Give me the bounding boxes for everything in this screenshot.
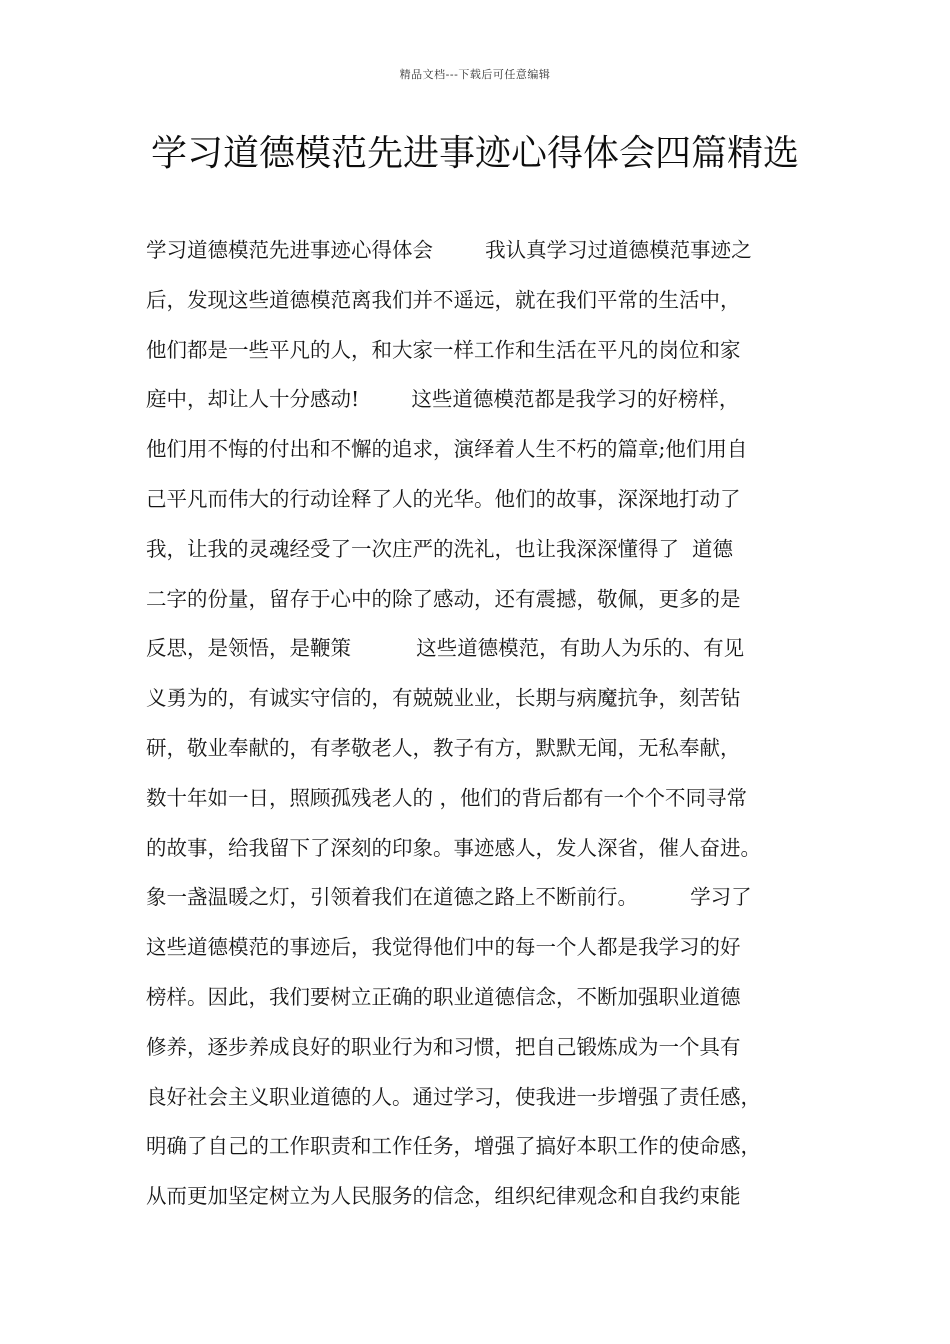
body-line: 反思，是领悟，是鞭策 这些道德模范，有助人为乐的、有见 bbox=[146, 636, 745, 661]
body-line: 良好社会主义职业道德的人。通过学习，使我进一步增强了责任感， bbox=[146, 1084, 761, 1109]
body-line: 这些道德模范的事迹后，我觉得他们中的每一个人都是我学习的好 bbox=[146, 935, 741, 960]
body-line: 他们用不悔的付出和不懈的追求，演绎着人生不朽的篇章;他们用自 bbox=[146, 437, 748, 462]
body-line: 庭中，却让人十分感动! 这些道德模范都是我学习的好榜样， bbox=[146, 387, 740, 412]
body-line: 修养，逐步养成良好的职业行为和习惯，把自己锻炼成为一个具有 bbox=[146, 1034, 741, 1059]
body-line: 从而更加坚定树立为人民服务的信念，组织纪律观念和自我约束能 bbox=[146, 1184, 741, 1209]
body-line: 己平凡而伟大的行动诠释了人的光华。他们的故事，深深地打动了 bbox=[146, 486, 741, 511]
body-line: 学习道德模范先进事迹心得体会 我认真学习过道德模范事迹之 bbox=[146, 238, 752, 262]
body-line: 榜样。因此，我们要树立正确的职业道德信念，不断加强职业道德 bbox=[146, 984, 741, 1009]
document-title: 学习道德模范先进事迹心得体会四篇精选 bbox=[150, 133, 799, 174]
body-line: 研，敬业奉献的，有孝敬老人，教子有方，默默无闻，无私奉献， bbox=[146, 735, 741, 760]
body-line: 明确了自己的工作职责和工作任务，增强了搞好本职工作的使命感， bbox=[146, 1134, 761, 1159]
body-line: 数十年如一日，照顾孤残老人的 ，他们的背后都有一个个不同寻常 bbox=[146, 785, 748, 810]
body-line: 我，让我的灵魂经受了一次庄严的洗礼，也让我深深懂得了 道德 bbox=[146, 536, 734, 561]
body-line: 他们都是一些平凡的人，和大家一样工作和生活在平凡的岗位和家 bbox=[146, 337, 741, 362]
page-header: 精品文档---下载后可任意编辑 bbox=[399, 68, 551, 81]
document-body bbox=[146, 230, 822, 1226]
body-line: 象一盏温暖之灯，引领着我们在道德之路上不断前行。 学习了 bbox=[146, 885, 752, 910]
body-line: 后，发现这些道德模范离我们并不遥远，就在我们平常的生活中， bbox=[146, 287, 741, 312]
body-line: 义勇为的，有诚实守信的，有兢兢业业，长期与病魔抗争，刻苦钻 bbox=[146, 686, 741, 711]
body-line: 的故事，给我留下了深刻的印象。事迹感人，发人深省，催人奋进。 bbox=[146, 835, 761, 860]
body-line: 二字的份量，留存于心中的除了感动，还有震撼，敬佩，更多的是 bbox=[146, 586, 741, 611]
